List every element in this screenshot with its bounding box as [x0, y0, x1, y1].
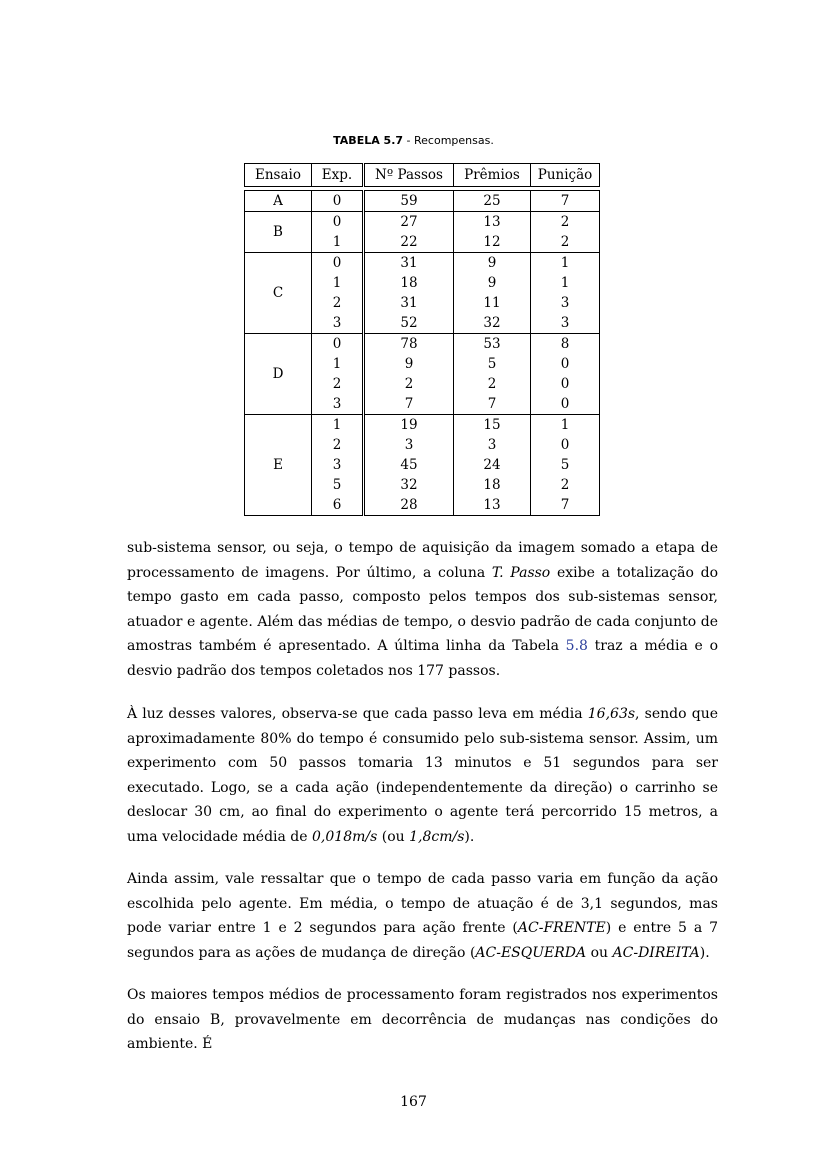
premios-cell: 2	[454, 374, 531, 394]
exp-cell: 2	[312, 374, 364, 394]
p1-text-d: traz a média e o desvio padrão dos tempos coletados nos 177 passos.	[127, 638, 718, 679]
p1-text-a: sub-sistema sensor, ou seja, o tempo de aquisição da imagem somado a etapa de processamento de imagens. Por último, a coluna	[127, 540, 718, 581]
punicao-cell: 8	[531, 334, 600, 355]
p3-text-e: ) e entre 5 a 7 segundos para as ações de mudança de direção (	[127, 920, 718, 961]
premios-cell: 13	[454, 212, 531, 233]
table-reference-link[interactable]: 5.8	[565, 638, 588, 655]
exp-cell: 3	[312, 313, 364, 334]
exp-cell: 5	[312, 475, 364, 495]
punicao-cell: 1	[531, 415, 600, 436]
exp-cell: 3	[312, 394, 364, 415]
table-row	[245, 334, 600, 355]
punicao-cell: 0	[531, 354, 600, 374]
header-premios: Prêmios	[454, 164, 531, 187]
table-body	[245, 187, 600, 516]
p2-text-c: , sendo que aproximadamente 80% do tempo é consumido pelo sub-sistema sensor. Assim, um experimento com 50 passos tomaria 13 minutos e 51 segundos para ser executado. Logo, se a cada ação (independentemente da direção) o carrinho se deslocar 30 cm, ao final do experimento o agente terá percorrido 15 metros, a uma velocidade média de	[127, 706, 719, 845]
ensaio-cell: A	[245, 191, 312, 212]
punicao-cell: 2	[531, 475, 600, 495]
p2-math-time: 16,63s	[587, 706, 636, 722]
exp-cell: 2	[312, 435, 364, 455]
table-caption	[0, 134, 827, 147]
table-row	[245, 191, 600, 212]
p3-text-g: ou	[586, 944, 613, 961]
table-caption-text: - Recompensas.	[403, 134, 494, 147]
p2-text-g: ).	[464, 828, 475, 845]
punicao-cell: 0	[531, 374, 600, 394]
passos-cell: 7	[364, 394, 454, 415]
premios-cell: 12	[454, 232, 531, 253]
premios-cell: 24	[454, 455, 531, 475]
page-number: 167	[400, 1094, 427, 1110]
paragraph-1	[127, 536, 718, 684]
ensaio-cell: D	[245, 334, 312, 415]
passos-cell: 31	[364, 293, 454, 313]
p1-text-c: exibe a totalização do tempo gasto em cada passo, composto pelos tempos dos sub-sistemas sensor, atuador e agente. Além das médias de tempo, o desvio padrão de cada conjunto de amostras também é apresentado. A última linha da Tabela	[127, 564, 718, 655]
passos-cell: 9	[364, 354, 454, 374]
passos-cell: 27	[364, 212, 454, 233]
ensaio-cell: C	[245, 253, 312, 334]
premios-cell: 53	[454, 334, 531, 355]
exp-cell: 3	[312, 455, 364, 475]
table-row	[245, 253, 600, 274]
table-header-row	[245, 164, 600, 187]
p1-column-name: T. Passo	[491, 564, 551, 581]
exp-cell: 1	[312, 273, 364, 293]
punicao-cell: 3	[531, 313, 600, 334]
table-caption-label: TABELA 5.7	[333, 134, 404, 147]
punicao-cell: 1	[531, 253, 600, 274]
punicao-cell: 7	[531, 191, 600, 212]
exp-cell: 1	[312, 354, 364, 374]
p3-text-c: segundos, mas pode variar entre 1 e 2 segundos para ação frente (	[127, 895, 718, 937]
header-ensaio: Ensaio	[245, 164, 312, 187]
exp-cell: 0	[312, 253, 364, 274]
p3-text-i: ).	[699, 944, 710, 961]
passos-cell: 32	[364, 475, 454, 495]
table-row	[245, 212, 600, 233]
premios-cell: 7	[454, 394, 531, 415]
punicao-cell: 3	[531, 293, 600, 313]
passos-cell: 45	[364, 455, 454, 475]
premios-cell: 13	[454, 495, 531, 516]
premios-cell: 9	[454, 253, 531, 274]
p3-text-a: Ainda assim, vale ressaltar que o tempo de cada passo varia em função da ação escolhida pelo agente. Em média, o tempo de atuação é de	[127, 871, 718, 912]
passos-cell: 28	[364, 495, 454, 516]
passos-cell: 22	[364, 232, 454, 253]
punicao-cell: 5	[531, 455, 600, 475]
punicao-cell: 2	[531, 232, 600, 253]
p2-math-speed-m: 0,018m/s	[312, 828, 378, 845]
exp-cell: 6	[312, 495, 364, 516]
punicao-cell: 2	[531, 212, 600, 233]
passos-cell: 52	[364, 313, 454, 334]
header-punicao: Punição	[531, 164, 600, 187]
ensaio-cell: E	[245, 415, 312, 516]
header-passos: Nº Passos	[364, 164, 454, 187]
passos-cell: 59	[364, 191, 454, 212]
ensaio-cell: B	[245, 212, 312, 253]
paragraph-3	[127, 867, 718, 965]
p3-action-frente: AC-FRENTE	[517, 920, 606, 937]
passos-cell: 31	[364, 253, 454, 274]
passos-cell: 18	[364, 273, 454, 293]
table-row	[245, 415, 600, 436]
paragraph-4: Os maiores tempos médios de processamento foram registrados nos experimentos do ensaio B, provavelmente em decorrência de mudanças nas condições do ambiente. É	[127, 987, 718, 1053]
premios-cell: 25	[454, 191, 531, 212]
exp-cell: 1	[312, 415, 364, 436]
premios-cell: 32	[454, 313, 531, 334]
premios-cell: 5	[454, 354, 531, 374]
exp-cell: 1	[312, 232, 364, 253]
punicao-cell: 1	[531, 273, 600, 293]
p2-text-a: À luz desses valores, observa-se que cada passo leva em média	[127, 706, 588, 722]
punicao-cell: 7	[531, 495, 600, 516]
exp-cell: 0	[312, 334, 364, 355]
premios-cell: 9	[454, 273, 531, 293]
passos-cell: 2	[364, 374, 454, 394]
punicao-cell: 0	[531, 435, 600, 455]
passos-cell: 78	[364, 334, 454, 355]
passos-cell: 3	[364, 435, 454, 455]
exp-cell: 2	[312, 293, 364, 313]
p3-math-time: 3,1	[580, 895, 604, 912]
p3-action-direita: AC-DIREITA	[612, 944, 700, 961]
p2-text-e: (ou	[377, 828, 410, 845]
p2-math-speed-cm: 1,8cm/s	[409, 828, 465, 845]
paragraph-2	[127, 702, 718, 850]
header-exp: Exp.	[312, 164, 364, 187]
rewards-table	[244, 163, 600, 516]
punicao-cell: 0	[531, 394, 600, 415]
exp-cell: 0	[312, 191, 364, 212]
premios-cell: 3	[454, 435, 531, 455]
exp-cell: 0	[312, 212, 364, 233]
premios-cell: 18	[454, 475, 531, 495]
p3-action-esquerda: AC-ESQUERDA	[475, 944, 587, 961]
premios-cell: 15	[454, 415, 531, 436]
passos-cell: 19	[364, 415, 454, 436]
premios-cell: 11	[454, 293, 531, 313]
